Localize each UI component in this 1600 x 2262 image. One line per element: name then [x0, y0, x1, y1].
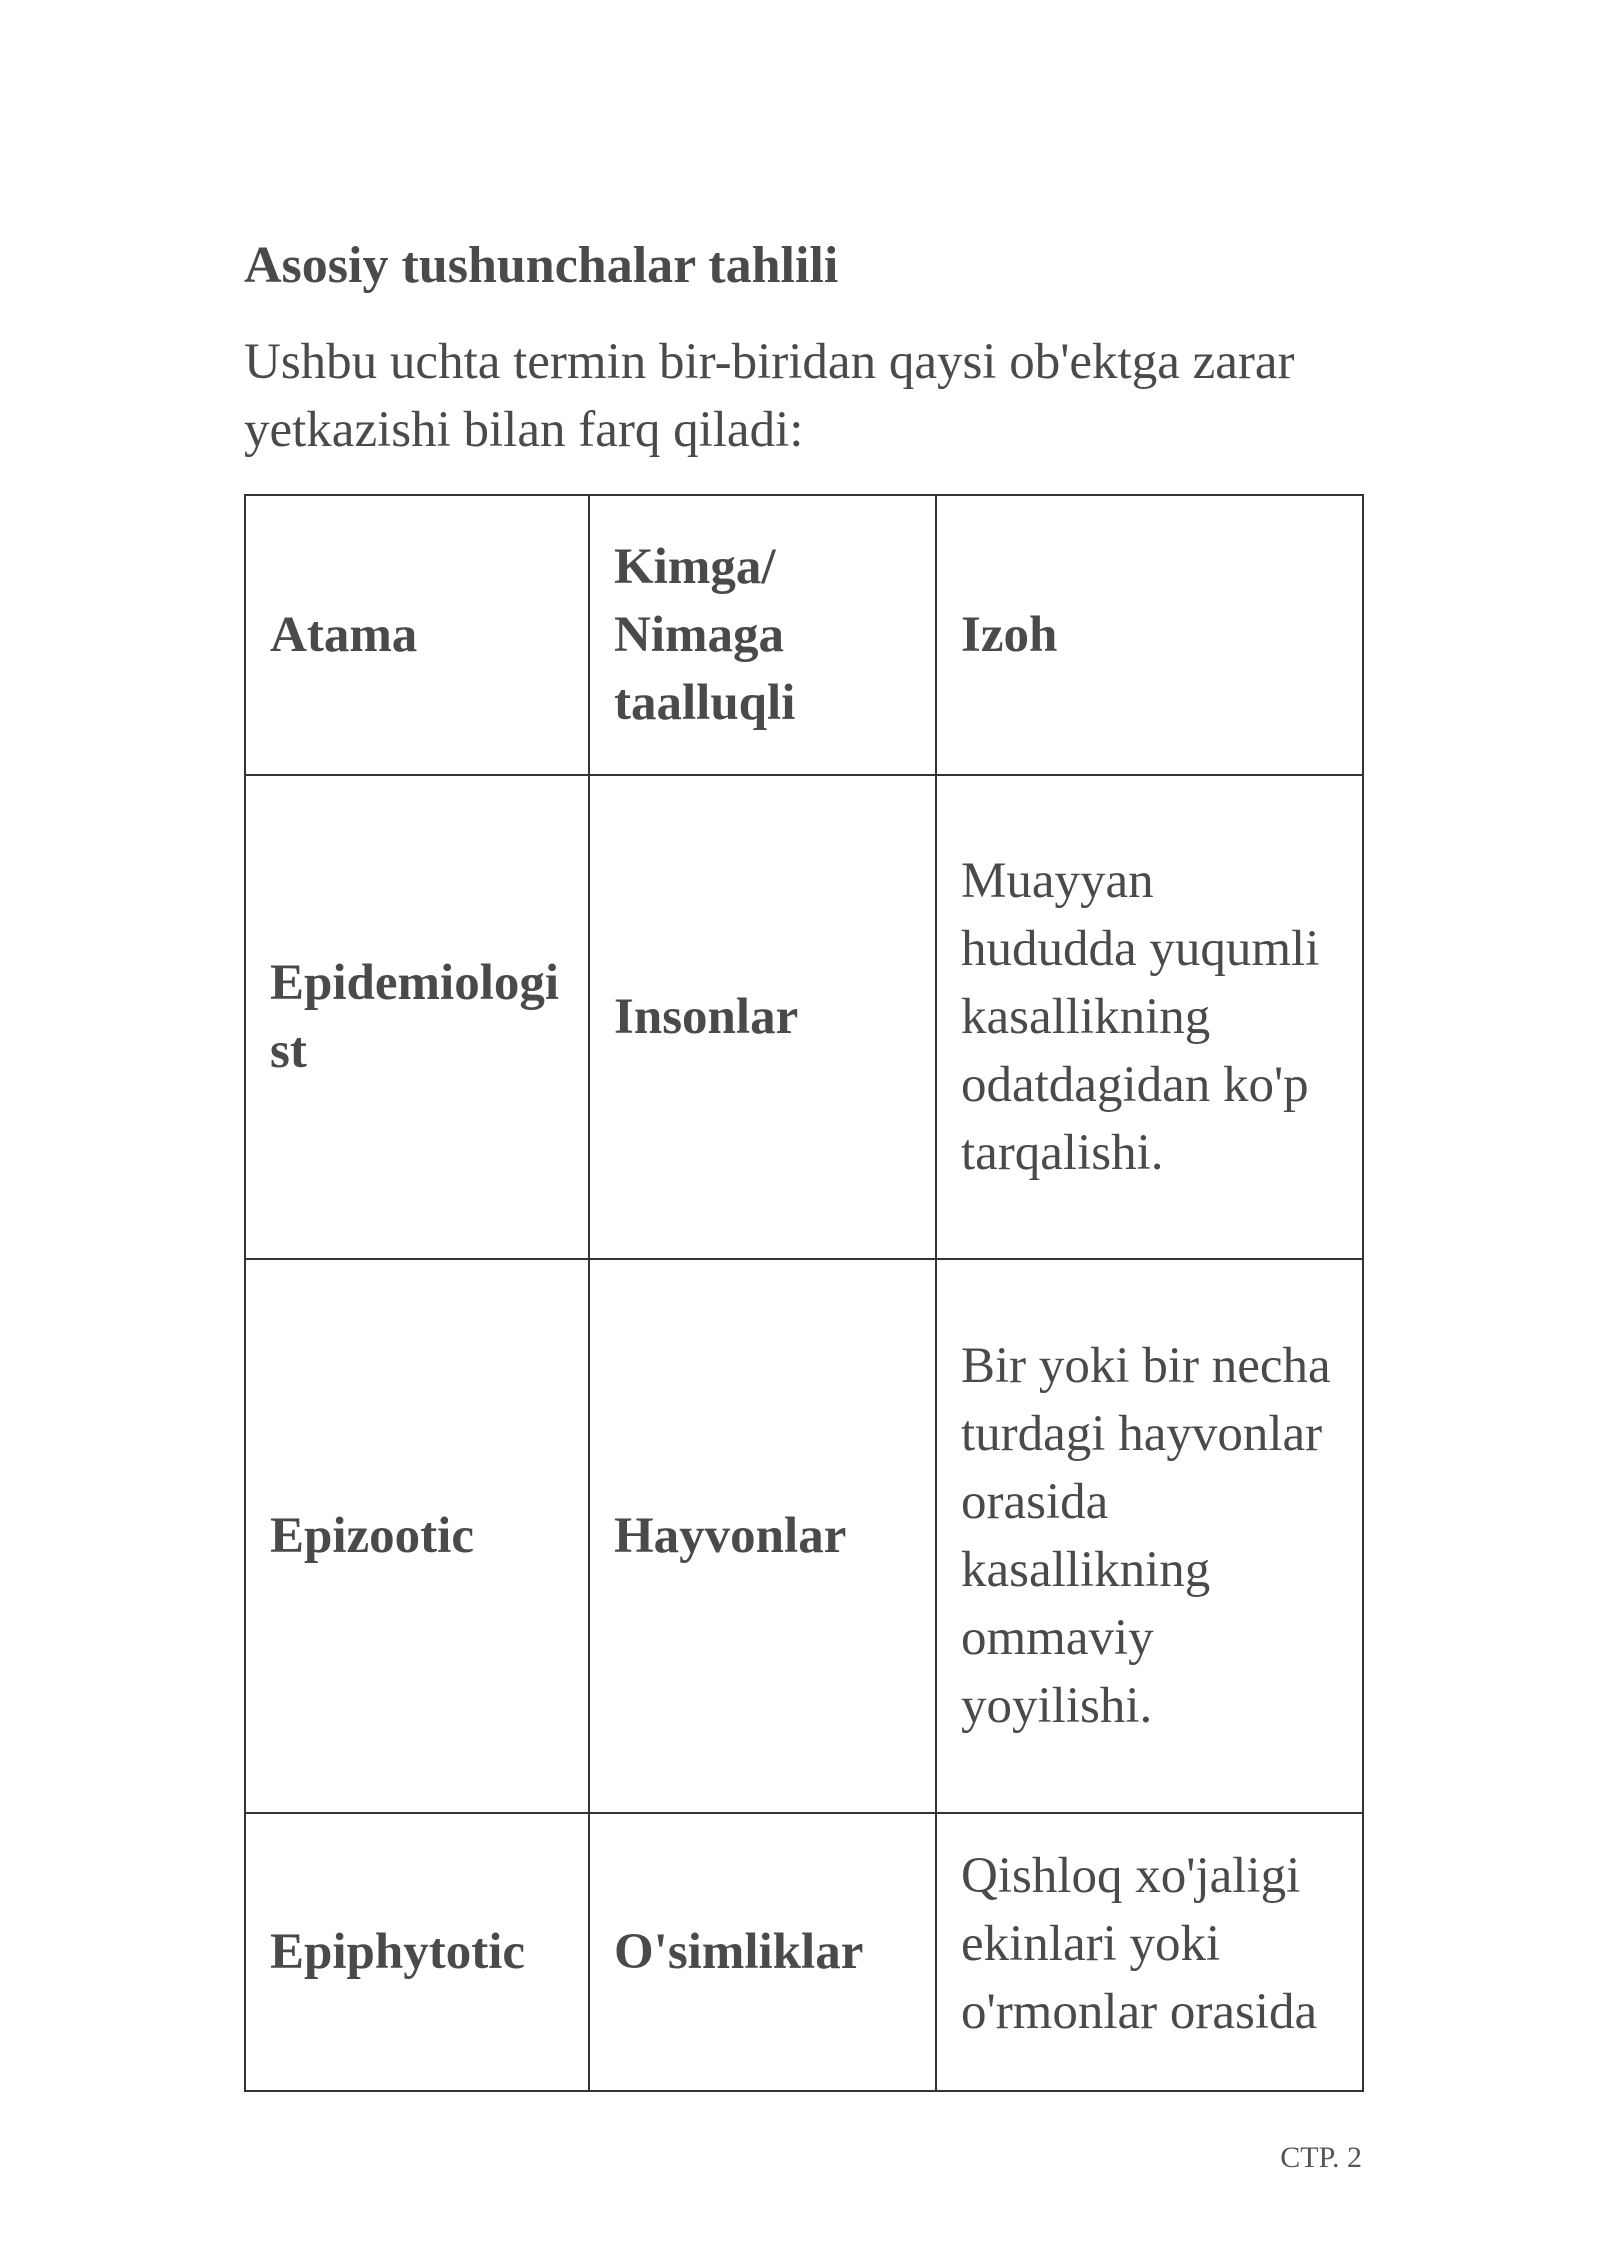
term-cell: Epidemiologist [245, 775, 589, 1259]
description-cell: Qishloq xo'jaligi ekinlari yoki o'rmonlar orasida [936, 1813, 1363, 2091]
table-row [245, 1813, 1363, 2091]
table-header-row [245, 495, 1363, 775]
description-cell: Muayyan hududda yuqumli kasallikning odatdagidan ko'p tarqalishi. [936, 775, 1363, 1259]
term-cell: Epizootic [245, 1259, 589, 1813]
header-cell-applies-to: Kimga/ Nimaga taalluqli [589, 495, 936, 775]
header-cell-term: Atama [245, 495, 589, 775]
terms-table [244, 494, 1364, 2092]
table-row [245, 775, 1363, 1259]
applies-to-cell: Insonlar [589, 775, 936, 1259]
section-heading: Asosiy tushunchalar tahlili [244, 237, 839, 294]
intro-paragraph: Ushbu uchta termin bir-biridan qaysi ob'ektga zarar yetkazishi bilan farq qiladi: [244, 334, 1295, 458]
table-row [245, 1259, 1363, 1813]
description-cell: Bir yoki bir necha turdagi hayvonlar orasida kasallikning ommaviy yoyilishi. [936, 1259, 1363, 1813]
header-cell-description: Izoh [936, 495, 1363, 775]
page-number: CTP. 2 [1280, 2141, 1362, 2174]
applies-to-cell: O'simliklar [589, 1813, 936, 2091]
term-cell: Epiphytotic [245, 1813, 589, 2091]
applies-to-cell: Hayvonlar [589, 1259, 936, 1813]
